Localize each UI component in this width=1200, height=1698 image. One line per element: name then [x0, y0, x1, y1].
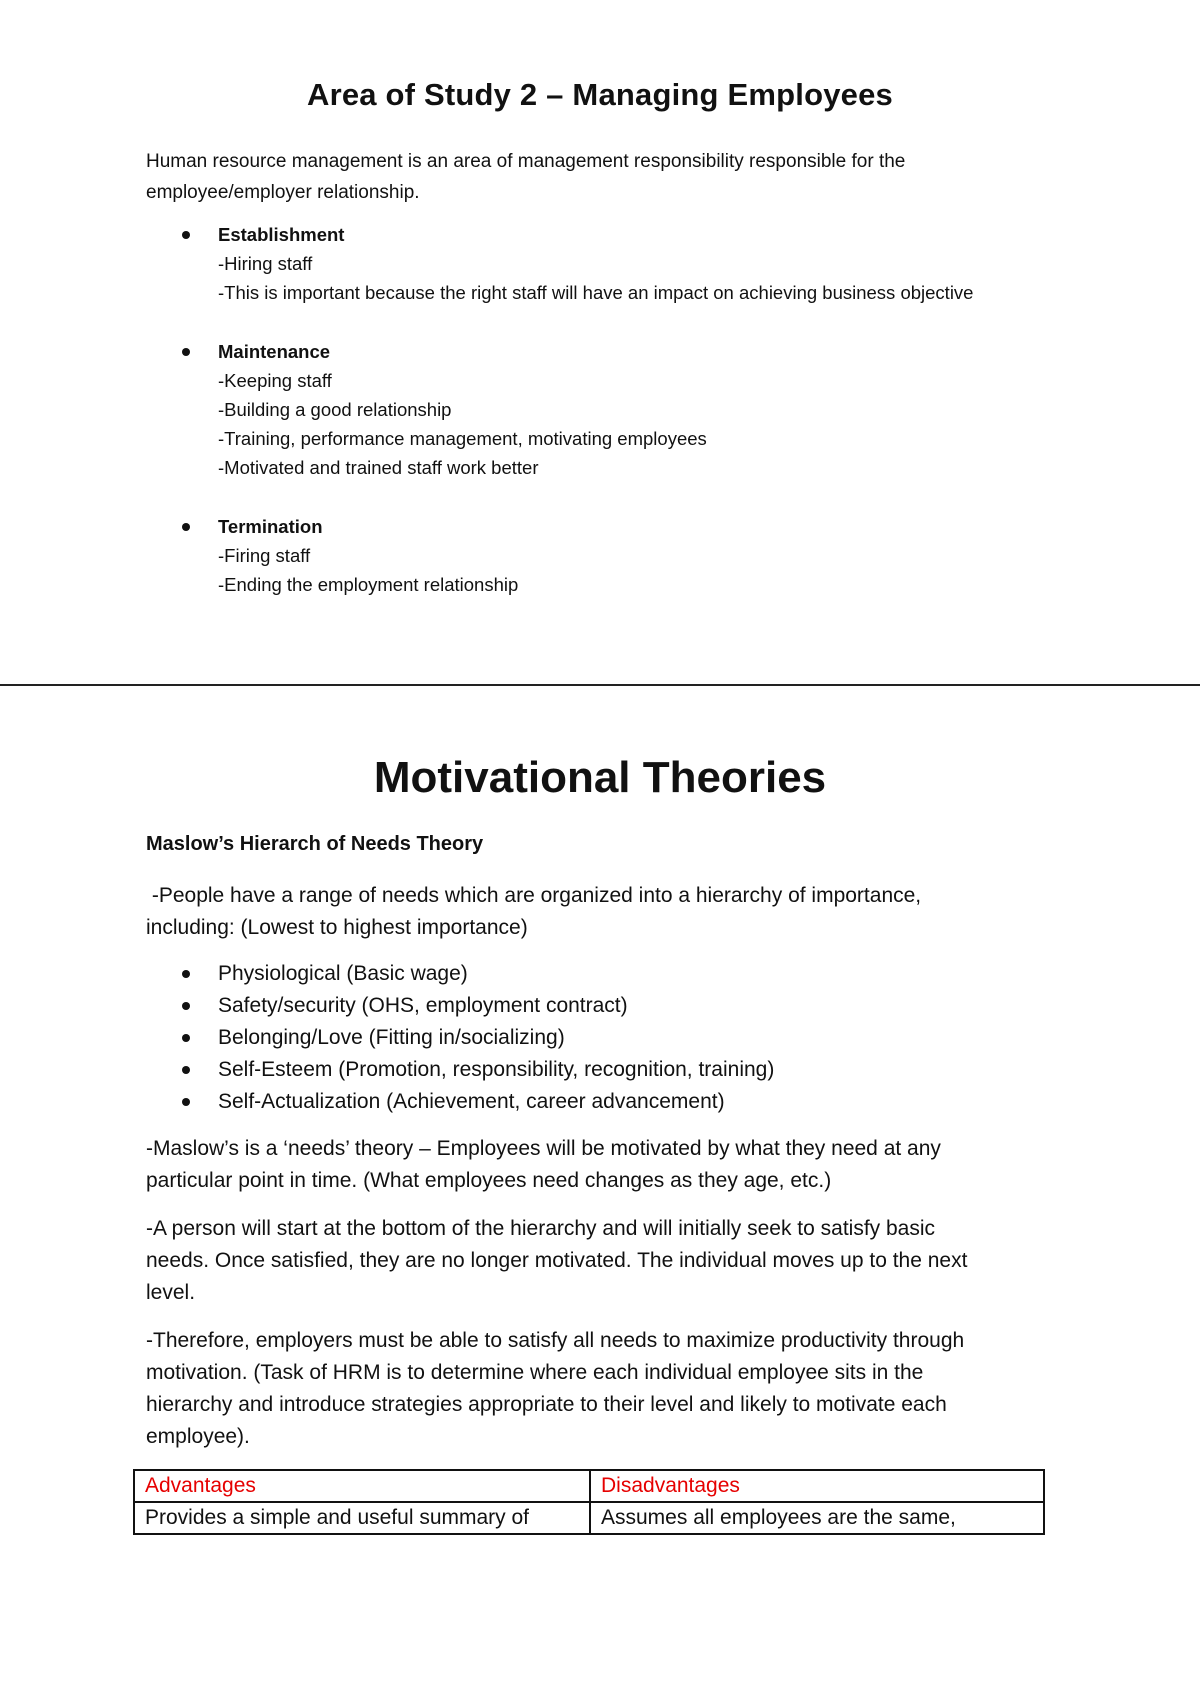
list-item: [146, 220, 1146, 307]
paragraph-line: -Therefore, employers must be able to satisfy all needs to maximize productivity through: [146, 1329, 965, 1352]
paragraph-line: -People have a range of needs which are organized into a hierarchy of importance,: [146, 884, 922, 907]
intro-line: Human resource management is an area of management responsibility responsible for the: [146, 151, 906, 172]
section-title-motivational-theories: Motivational Theories: [373, 753, 827, 802]
need-text: Physiological (Basic wage): [218, 962, 468, 985]
stage-heading: Maintenance: [218, 341, 331, 362]
table-row: [134, 1502, 1044, 1534]
paragraph-needs-theory: [146, 1133, 1046, 1197]
paragraph-line: needs. Once satisfied, they are no longer motivated. The individual moves up to the next: [146, 1249, 968, 1272]
needs-list: [146, 958, 774, 1118]
paragraph-line: employee).: [146, 1425, 250, 1448]
bullet-icon: [182, 1002, 190, 1010]
need-text: Self-Actualization (Achievement, career advancement): [218, 1090, 725, 1113]
list-item: [146, 1086, 774, 1118]
stage-line: -Motivated and trained staff work better: [218, 457, 539, 478]
paragraph-line: level.: [146, 1281, 196, 1304]
paragraph-needs-intro: [146, 880, 1046, 944]
bullet-icon: [182, 970, 190, 978]
list-item: [146, 1054, 774, 1086]
bullet-icon: [182, 348, 190, 356]
stage-line: -Hiring staff: [218, 253, 313, 274]
cell-disadvantage: Assumes all employees are the same,: [590, 1502, 1044, 1534]
bullet-icon: [182, 1034, 190, 1042]
stage-line: -Keeping staff: [218, 370, 332, 391]
hrm-stage-establishment: [146, 220, 1146, 307]
list-item: [146, 958, 774, 990]
header-advantages: Advantages: [134, 1470, 590, 1502]
list-item: [146, 337, 1146, 482]
cell-advantage: Provides a simple and useful summary of: [134, 1502, 590, 1534]
stage-line: -Ending the employment relationship: [218, 574, 519, 595]
paragraph-line: including: (Lowest to highest importance): [146, 916, 528, 939]
list-item: [146, 1022, 774, 1054]
intro-line: employee/employer relationship.: [146, 182, 420, 203]
stage-line: -Building a good relationship: [218, 399, 452, 420]
paragraph-line: -A person will start at the bottom of the hierarchy and will initially seek to satisfy basic: [146, 1217, 936, 1240]
paragraph-line: motivation. (Task of HRM is to determine where each individual employee sits in the: [146, 1361, 924, 1384]
paragraph-employer-task: [146, 1325, 1046, 1453]
intro-paragraph: [146, 146, 1106, 208]
stage-heading: Termination: [218, 516, 323, 537]
stage-line: -Training, performance management, motivating employees: [218, 428, 707, 449]
paragraph-hierarchy-progression: [146, 1213, 1046, 1309]
list-item: [146, 512, 1146, 599]
stage-line: -This is important because the right staff will have an impact on achieving business objective: [218, 282, 974, 303]
bullet-icon: [182, 1066, 190, 1074]
header-disadvantages: Disadvantages: [590, 1470, 1044, 1502]
advantages-disadvantages-table: [133, 1469, 1045, 1535]
hrm-stage-termination: [146, 512, 1146, 599]
need-text: Belonging/Love (Fitting in/socializing): [218, 1026, 565, 1049]
hrm-stage-maintenance: [146, 337, 1146, 482]
bullet-icon: [182, 523, 190, 531]
paragraph-line: -Maslow’s is a ‘needs’ theory – Employees will be motivated by what they need at any: [146, 1137, 941, 1160]
stage-line: -Firing staff: [218, 545, 311, 566]
section-title-managing-employees: Area of Study 2 – Managing Employees: [306, 77, 893, 112]
list-item: [146, 990, 774, 1022]
bullet-icon: [182, 1098, 190, 1106]
need-text: Safety/security (OHS, employment contract): [218, 994, 628, 1017]
bullet-icon: [182, 231, 190, 239]
table-header-row: [134, 1470, 1044, 1502]
paragraph-line: particular point in time. (What employees need changes as they age, etc.): [146, 1169, 832, 1192]
need-text: Self-Esteem (Promotion, responsibility, recognition, training): [218, 1058, 775, 1081]
stage-heading: Establishment: [218, 224, 345, 245]
subheading-maslow: Maslow’s Hierarch of Needs Theory: [146, 833, 484, 855]
page-divider: [0, 684, 1200, 686]
paragraph-line: hierarchy and introduce strategies appropriate to their level and likely to motivate each: [146, 1393, 947, 1416]
